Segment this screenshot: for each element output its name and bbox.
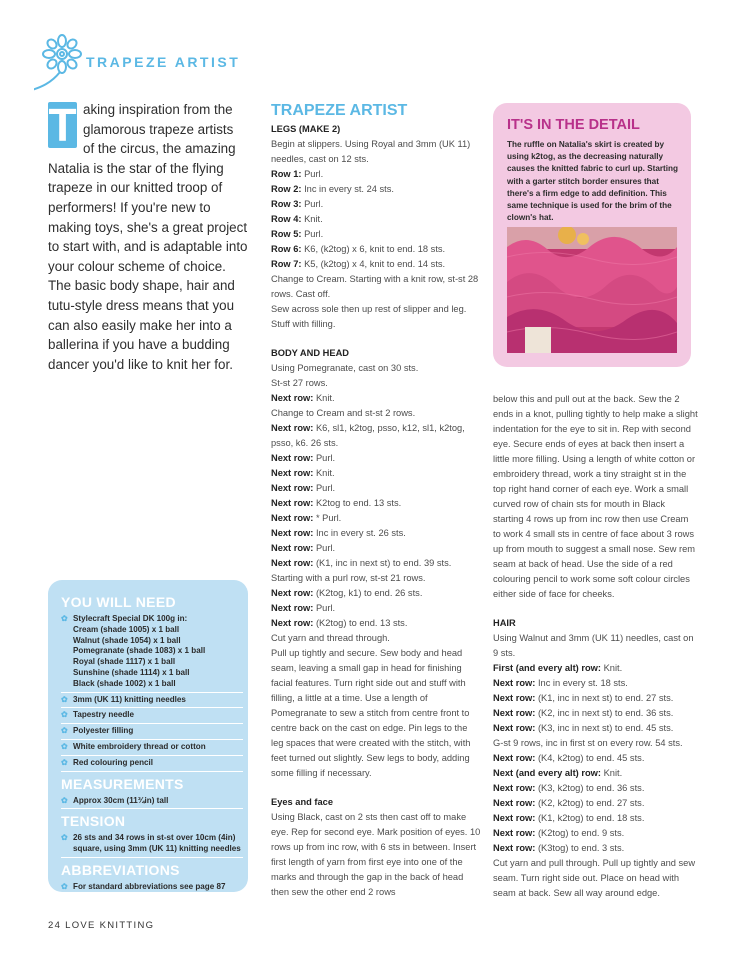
hair-row-text: Knit. [600, 663, 623, 673]
body-row-text: Purl. [313, 603, 336, 613]
legs-row-text: Purl. [301, 169, 324, 179]
yarn-list-item [61, 612, 243, 693]
body-line [271, 616, 481, 631]
materials-item: ✿ Tapestry needle [61, 708, 243, 724]
yarn-list-heading: Stylecraft Special DK 100g in: [73, 614, 188, 623]
yarn-item: Pomegranate (shade 1083) x 1 ball [73, 646, 206, 656]
body-row-label: Next row: [271, 468, 314, 478]
hair-row-label: Next row: [493, 723, 536, 733]
hair-row-text: (K3, inc in next st) to end. 45 sts. [535, 723, 674, 733]
measurements-title: MEASUREMENTS [61, 775, 184, 792]
body-row-text: Purl. [313, 543, 336, 553]
legs-row-text: Knit. [301, 214, 323, 224]
legs-line [271, 182, 481, 197]
body-line [271, 451, 481, 466]
hair-row-label: Next row: [493, 843, 536, 853]
detail-box [493, 103, 691, 367]
legs-line [271, 272, 481, 302]
materials-title: YOU WILL NEED [61, 594, 176, 610]
body-row-label: Next row: [271, 513, 314, 523]
hair-row-text: (K3tog) to end. 3 sts. [535, 843, 625, 853]
legs-row-text: Sew across sole then up rest of slipper and leg. Stuff with filling. [271, 304, 467, 329]
hair-line [493, 796, 698, 811]
hair-line [493, 781, 698, 796]
body-row-label: Next row: [271, 483, 314, 493]
legs-row-text: K6, (k2tog) x 6, knit to end. 18 sts. [301, 244, 446, 254]
materials-item: ✿ 3mm (UK 11) knitting needles [61, 693, 243, 709]
legs-row-text: Change to Cream. Starting with a knit row, st-st 28 rows. Cast off. [271, 274, 479, 299]
body-line [271, 646, 481, 781]
body-row-text: Pull up tightly and secure. Sew body and head seam, leaving a small gap in head for finishing facial features. Turn right side out and stuff with filling, a little at a time. Use a length of Pomegranate to sew a stitch from centre front to centre back on the cast on edge. Pin legs to the leg spaces that were created with the stitch, with feet turned out slightly. Sew legs to body, adding some filling if necessary. [271, 648, 471, 778]
eyes-continued-text: below this and pull out at the back. Sew the 2 ends in a knot, pulling tightly to help make a slight indentation for the eye to sit in. Rep with second eye. Secure ends of eyes at back then insert a little more filling. Using a length of white cotton or embroidery thread, work a tiny straight st in the top right hand corner of each eye. Work a small curved row of chain sts for mouth in Black starting 4 rows up from inc row then use Cream to work 4 small sts in centre of face about 3 rows up from mouth to suggest a small nose. Sew rem seam at back of head. Use the side of a red colouring pencil to work some soft colour circles either side of face for cheeks. [493, 394, 698, 599]
body-line [271, 361, 481, 376]
hair-row-text: G-st 9 rows, inc in first st on every row. 54 sts. [493, 738, 683, 748]
hair-row-text: (K2, inc in next st) to end. 36 sts. [535, 708, 674, 718]
hair-line [493, 856, 698, 901]
ruffle-photo [507, 227, 677, 353]
abbreviations-item: ✿ For standard abbreviations see page 87 [61, 880, 243, 896]
body-line [271, 511, 481, 526]
materials-item: ✿ Polyester filling [61, 724, 243, 740]
body-line [271, 466, 481, 481]
hair-row-label: Next row: [493, 693, 536, 703]
section-header-title: TRAPEZE ARTIST [86, 54, 241, 70]
legs-line [271, 197, 481, 212]
pattern-column-3 [493, 392, 698, 901]
body-row-text: Inc in every st. 26 sts. [313, 528, 406, 538]
hair-row-label: Next row: [493, 783, 536, 793]
body-row-text: Purl. [313, 483, 336, 493]
page-footer: 24 LOVE KNITTING [48, 920, 155, 931]
legs-row-text: Purl. [301, 199, 324, 209]
body-line [271, 586, 481, 601]
legs-row-label: Row 6: [271, 244, 302, 254]
hair-line [493, 751, 698, 766]
yarn-item: Black (shade 1002) x 1 ball [73, 678, 176, 688]
hair-row-text: (K3, k2tog) to end. 36 sts. [535, 783, 645, 793]
hair-row-label: Next (and every alt) row: [493, 768, 601, 778]
body-line [271, 631, 481, 646]
hair-line [493, 691, 698, 706]
materials-item: ✿ White embroidery thread or cotton [61, 740, 243, 756]
measurements-item: ✿ Approx 30cm (11¾in) tall [61, 794, 243, 810]
materials-item: ✿ Red colouring pencil [61, 756, 243, 772]
hair-line [493, 676, 698, 691]
hair-line [493, 826, 698, 841]
body-row-label: Next row: [271, 543, 314, 553]
body-row-text: Purl. [313, 453, 336, 463]
body-line [271, 541, 481, 556]
hair-line [493, 721, 698, 736]
hair-line [493, 766, 698, 781]
body-row-text: K6, sl1, k2tog, psso, k12, sl1, k2tog, psso, k6. 26 sts. [271, 423, 465, 448]
hair-row-label: First (and every alt) row: [493, 663, 601, 673]
body-row-label: Next row: [271, 618, 314, 628]
hair-row-text: (K2tog) to end. 9 sts. [535, 828, 625, 838]
legs-row-label: Row 3: [271, 199, 302, 209]
legs-line [271, 167, 481, 182]
body-line [271, 556, 481, 571]
eyes-text: Using Black, cast on 2 sts then cast off to make eye. Rep for second eye. Mark position of eyes. 10 rows up from inc row, with 6 sts in between. Insert first length of yarn from first eye into one of the marks and through the gap in the back of head then sew the other end 2 rows [271, 812, 481, 897]
drop-cap: T [48, 99, 77, 151]
hair-row-text: Using Walnut and 3mm (UK 11) needles, cast on 9 sts. [493, 633, 694, 658]
body-line [271, 421, 481, 451]
intro-text: aking inspiration from the glamorous trapeze artists of the circus, the amazing Natalia is the star of the flying trapeze in our knitted troop of performers! If you're new to making toys, she's a great project to start with, and is adaptable into your colour scheme of choice. The basic body shape, hair and tutu-style dress means that you can also easily make her into a ballerina if you have a budding dancer you'd like to knit her for. [48, 102, 248, 372]
legs-row-text: Purl. [301, 229, 324, 239]
body-row-text: Cut yarn and thread through. [271, 633, 390, 643]
hair-heading: HAIR [493, 618, 516, 628]
legs-line [271, 302, 481, 332]
hair-row-label: Next row: [493, 753, 536, 763]
hair-row-text: (K1, inc in next st) to end. 27 sts. [535, 693, 674, 703]
yarn-item: Walnut (shade 1054) x 1 ball [73, 635, 181, 645]
detail-title: IT'S IN THE DETAIL [507, 117, 640, 133]
legs-heading: LEGS (MAKE 2) [271, 124, 341, 134]
hair-row-text: (K4, k2tog) to end. 45 sts. [535, 753, 645, 763]
body-row-text: K2tog to end. 13 sts. [313, 498, 402, 508]
body-row-label: Next row: [271, 588, 314, 598]
body-line [271, 391, 481, 406]
body-row-text: Knit. [313, 468, 335, 478]
legs-line [271, 137, 481, 167]
hair-row-text: (K1, k2tog) to end. 18 sts. [535, 813, 645, 823]
body-row-label: Next row: [271, 393, 314, 403]
body-row-label: Next row: [271, 453, 314, 463]
body-row-text: (K2tog, k1) to end. 26 sts. [313, 588, 423, 598]
hair-line [493, 736, 698, 751]
hair-line [493, 631, 698, 661]
pattern-title: TRAPEZE ARTIST [271, 102, 408, 119]
intro-paragraph [48, 100, 248, 374]
body-line [271, 376, 481, 391]
detail-text: The ruffle on Natalia's skirt is created by using k2tog, as the decreasing naturally causes the knitted fabric to curl up. Starting with a garter stitch border ensures that there's a firm edge to add definition. This same technique is used for the brim of the clown's hat. [507, 140, 679, 223]
body-row-text: Knit. [313, 393, 335, 403]
legs-row-label: Row 4: [271, 214, 302, 224]
body-row-label: Next row: [271, 528, 314, 538]
yarn-item: Royal (shade 1117) x 1 ball [73, 657, 176, 667]
hair-line [493, 811, 698, 826]
hair-row-label: Next row: [493, 708, 536, 718]
body-row-text: (K2tog) to end. 13 sts. [313, 618, 408, 628]
legs-line [271, 257, 481, 272]
hair-line [493, 841, 698, 856]
hair-row-text: (K2, k2tog) to end. 27 sts. [535, 798, 645, 808]
body-row-text: Using Pomegranate, cast on 30 sts. [271, 363, 419, 373]
abbreviations-title: ABBREVIATIONS [61, 861, 180, 878]
legs-row-text: Begin at slippers. Using Royal and 3mm (UK 11) needles, cast on 12 sts. [271, 139, 471, 164]
body-row-label: Next row: [271, 603, 314, 613]
legs-row-text: Inc in every st. 24 sts. [301, 184, 394, 194]
hair-row-label: Next row: [493, 798, 536, 808]
legs-line [271, 227, 481, 242]
hair-row-label: Next row: [493, 678, 536, 688]
body-line [271, 406, 481, 421]
body-line [271, 496, 481, 511]
hair-row-text: Knit. [600, 768, 623, 778]
body-row-label: Next row: [271, 498, 314, 508]
body-line [271, 601, 481, 616]
hair-line [493, 661, 698, 676]
materials-list [61, 612, 243, 772]
body-row-text: (K1, inc in next st) to end. 39 sts. [313, 558, 452, 568]
body-row-text: * Purl. [313, 513, 342, 523]
hair-row-text: Cut yarn and pull through. Pull up tightly and sew seam. Turn right side out. Place on head with seam at back. Sew all way around edge. [493, 858, 696, 898]
body-row-label: Next row: [271, 423, 314, 433]
body-line [271, 571, 481, 586]
hair-row-label: Next row: [493, 828, 536, 838]
hair-row-label: Next row: [493, 813, 536, 823]
tension-title: TENSION [61, 813, 126, 830]
hair-line [493, 706, 698, 721]
body-line [271, 481, 481, 496]
legs-row-label: Row 2: [271, 184, 302, 194]
body-row-text: Change to Cream and st-st 2 rows. [271, 408, 416, 418]
body-line [271, 526, 481, 541]
yarn-item: Cream (shade 1005) x 1 ball [73, 624, 180, 634]
legs-row-label: Row 1: [271, 169, 302, 179]
legs-line [271, 212, 481, 227]
legs-row-label: Row 7: [271, 259, 302, 269]
yarn-item: Sunshine (shade 1114) x 1 ball [73, 667, 190, 677]
legs-line [271, 242, 481, 257]
eyes-heading: Eyes and face [271, 797, 334, 807]
body-row-label: Next row: [271, 558, 314, 568]
body-heading: BODY AND HEAD [271, 348, 349, 358]
materials-box [48, 580, 248, 892]
tension-item: ✿ 26 sts and 34 rows in st-st over 10cm (4in) square, using 3mm (UK 11) knitting needles [61, 831, 243, 858]
pattern-column [271, 102, 481, 900]
body-row-text: Starting with a purl row, st-st 21 rows. [271, 573, 426, 583]
hair-row-text: Inc in every st. 18 sts. [535, 678, 628, 688]
legs-row-text: K5, (k2tog) x 4, knit to end. 14 sts. [301, 259, 446, 269]
legs-row-label: Row 5: [271, 229, 302, 239]
body-row-text: St-st 27 rows. [271, 378, 328, 388]
